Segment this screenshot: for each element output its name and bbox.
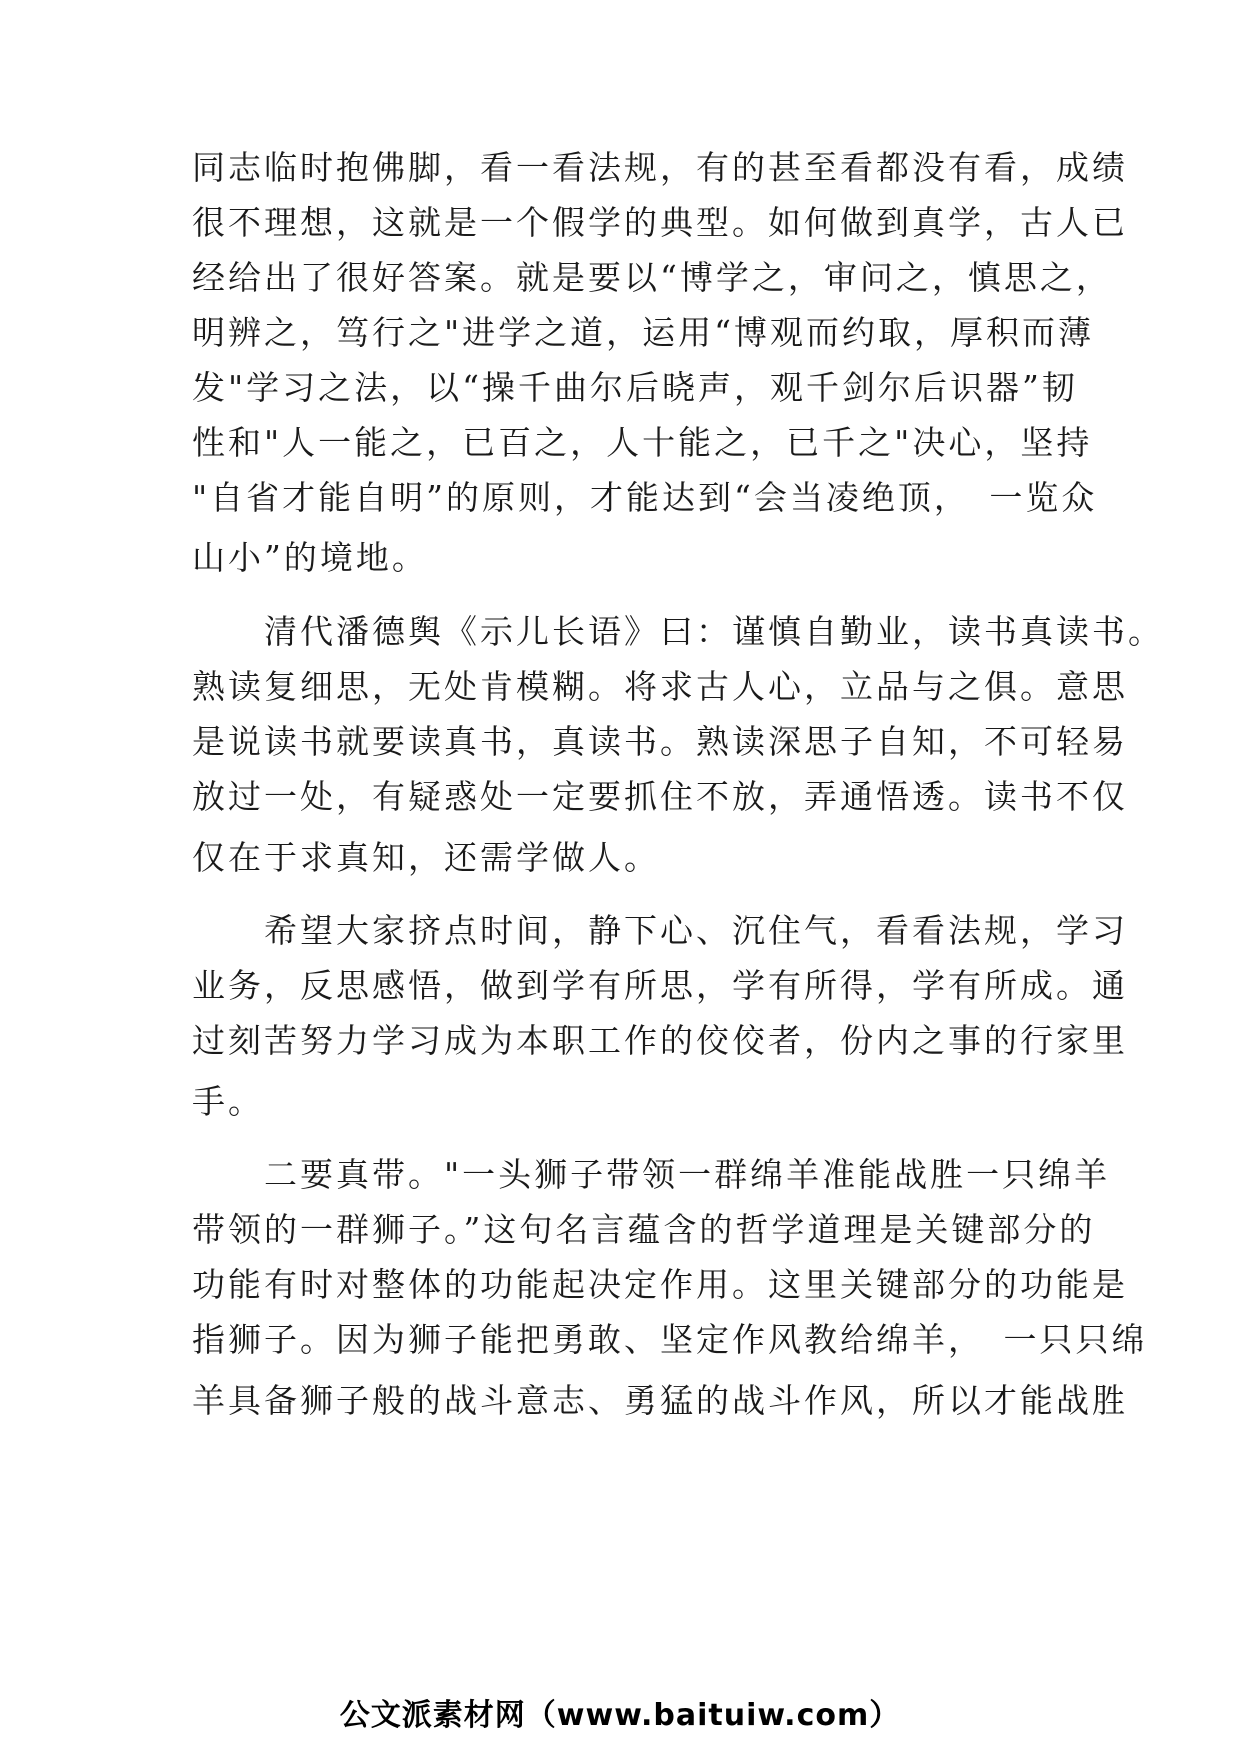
text-line: 过刻苦努力学习成为本职工作的佼佼者，份内之事的行家里 xyxy=(192,1021,1128,1060)
text-line: 熟读复细思，无处肯模糊。将求古人心，立品与之俱。意思 xyxy=(192,667,1128,706)
text-line: 同志临时抱佛脚，看一看法规，有的甚至看都没有看，成绩 xyxy=(192,148,1128,187)
footer-source-text: 公文派素材网（www.baituiw.com） xyxy=(339,1698,901,1733)
text-line: 明辨之，笃行之"进学之道，运用“博观而约取，厚积而薄 xyxy=(192,313,1095,352)
text-line: 很不理想，这就是一个假学的典型。如何做到真学，古人已 xyxy=(192,203,1128,242)
text-line: 带领的一群狮子。”这句名言蕴含的哲学道理是关键部分的 xyxy=(192,1210,1096,1249)
text-line: 指狮子。因为狮子能把勇敢、坚定作风教给绵羊， 一只只绵 xyxy=(192,1320,1148,1359)
text-line: 希望大家挤点时间，静下心、沉住气，看看法规，学习 xyxy=(192,911,1128,950)
text-line: 发"学习之法，以“操千曲尔后晓声，观千剑尔后识器”韧 xyxy=(192,368,1078,407)
text-line: 是说读书就要读真书，真读书。熟读深思子自知，不可轻易 xyxy=(192,722,1128,761)
text-line: 放过一处，有疑惑处一定要抓住不放，弄通悟透。读书不仅 xyxy=(192,777,1128,816)
text-line: 经给出了很好答案。就是要以“博学之，审问之，慎思之， xyxy=(192,258,1112,297)
text-line: "自省才能自明”的原则，才能达到“会当凌绝顶， 一览众 xyxy=(192,478,1098,517)
text-line: 手。 xyxy=(192,1082,264,1121)
text-line: 性和"人一能之，已百之，人十能之，已千之"决心，坚持 xyxy=(192,423,1093,462)
text-line: 羊具备狮子般的战斗意志、勇猛的战斗作风，所以才能战胜 xyxy=(192,1381,1128,1420)
text-line: 仅在于求真知，还需学做人。 xyxy=(192,838,660,877)
text-line: 业务，反思感悟，做到学有所思，学有所得，学有所成。通 xyxy=(192,966,1128,1005)
text-line: 二要真带。"一头狮子带领一群绵羊准能战胜一只绵羊 xyxy=(192,1155,1111,1194)
text-line: 山小”的境地。 xyxy=(192,538,428,577)
text-line: 功能有时对整体的功能起决定作用。这里关键部分的功能是 xyxy=(192,1265,1128,1304)
text-line: 清代潘德舆《示儿长语》曰：谨慎自勤业，读书真读书。 xyxy=(192,612,1164,651)
